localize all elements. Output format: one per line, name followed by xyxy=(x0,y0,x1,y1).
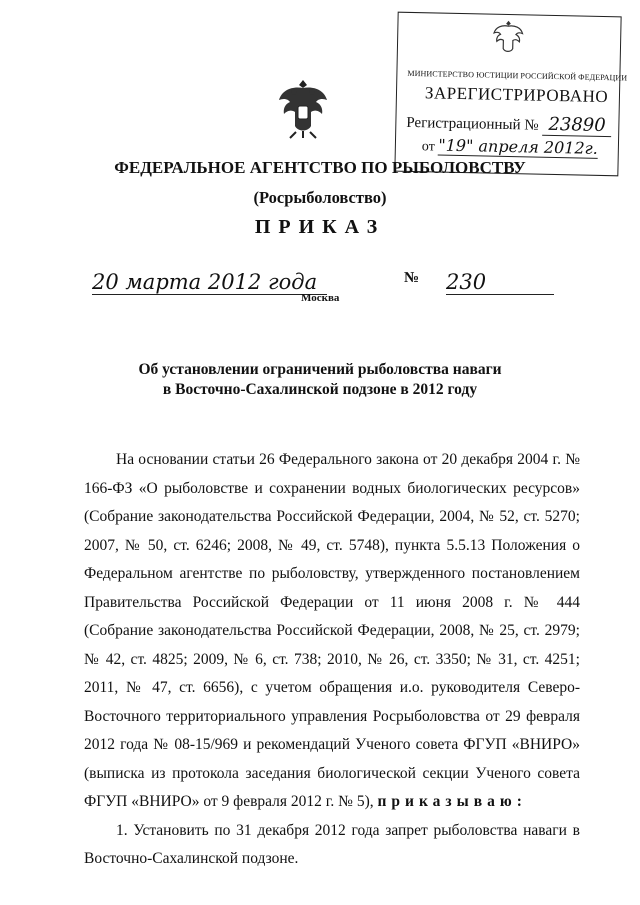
city: Москва xyxy=(301,292,340,304)
body-paragraph-1 xyxy=(84,446,580,817)
stamp-ministry: МИНИСТЕРСТВО ЮСТИЦИИ РОССИЙСКОЙ ФЕДЕРАЦИИ xyxy=(407,68,628,83)
registration-stamp xyxy=(394,12,628,177)
order-number: 230 xyxy=(446,270,554,295)
stamp-reg-label: Регистрационный № xyxy=(406,114,539,134)
number-sign: № xyxy=(404,270,420,286)
agency-short-name: (Росрыболовство) xyxy=(253,188,387,207)
document-type: ПРИКАЗ xyxy=(254,216,386,238)
stamp-date-prefix: от xyxy=(421,139,435,155)
document-title xyxy=(0,360,640,400)
stamp-registered: ЗАРЕГИСТРИРОВАНО xyxy=(424,83,609,107)
body-paragraph-2: 1. Установить по 31 декабря 2012 года запрет рыболовства наваги в Восточно-Сахалинской подзоне. xyxy=(84,821,580,867)
stamp-reg-line xyxy=(406,111,612,136)
body-paragraph-1-text: На основании статьи 26 Федерального закона от 20 декабря 2004 г. № 166-ФЗ «О рыболовстве и сохранении водных биологических ресурсов» (Собрание законодательства Российской Федерации, 2004, № 52, ст. 5270; 2007, № 50, ст. 6246; 2008, № 49, ст. 5748), пункта 5.5.13 Положения о Федеральном агентстве по рыболовству, утвержденного постановлением Правительства Российской Федерации от 11 июня 2008 г. № 444 (Собрание законодательства Российской Федерации, 2008, № 25, ст. 2979; № 42, ст. 4825; 2009, № 6, ст. 738; 2010, № 26, ст. 3350; № 31, ст. 4251; 2011, № 47, ст. 6656), с учетом обращения и.о. руководителя Северо-Восточного территориального управления Росрыболовства от 29 февраля 2012 года № 08-15/969 и рекомендаций Ученого совета ФГУП «ВНИРО» (выписка из протокола заседания биологической секции Ученого совета ФГУП «ВНИРО» от 9 февраля 2012 г. № 5), xyxy=(84,451,580,810)
agency-name: ФЕДЕРАЛЬНОЕ АГЕНТСТВО ПО РЫБОЛОВСТВУ xyxy=(114,158,526,177)
stamp-date-value: "19" апреля 2012г. xyxy=(438,135,599,158)
stamp-emblem xyxy=(491,19,526,58)
coat-of-arms-emblem xyxy=(276,76,330,140)
document-body xyxy=(84,446,580,874)
title-line-1: Об установлении ограничений рыболовства наваги xyxy=(138,361,502,378)
stamp-date-line xyxy=(422,135,598,159)
order-word: приказываю: xyxy=(377,793,527,810)
stamp-reg-number: 23890 xyxy=(542,114,612,137)
order-date: 20 марта 2012 года xyxy=(92,270,327,295)
title-line-2: в Восточно-Сахалинской подзоне в 2012 году xyxy=(162,381,478,398)
